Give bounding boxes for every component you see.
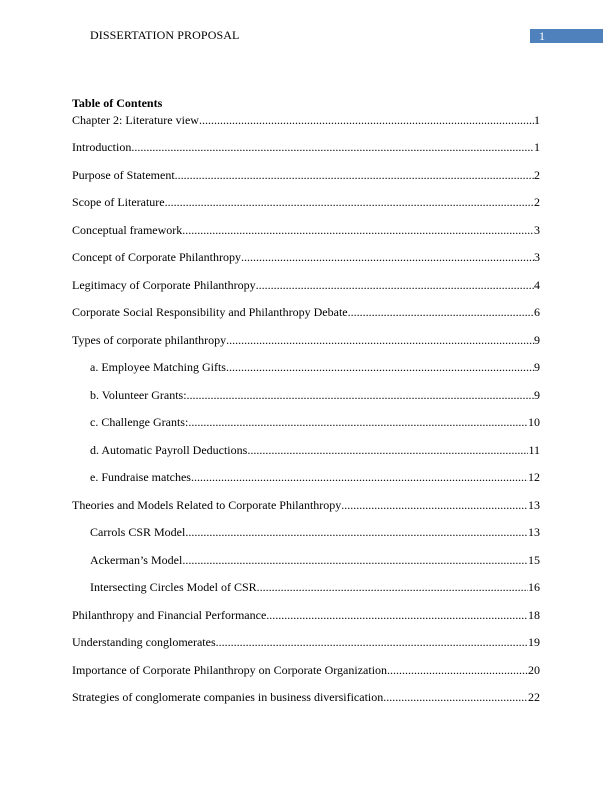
toc-entry[interactable]: [90, 387, 540, 403]
toc-entry-text: Importance of Corporate Philanthropy on Corporate Organization: [72, 663, 388, 677]
toc-dot-leader: [226, 359, 534, 375]
toc-entry-page: 9: [534, 360, 540, 374]
page-number-badge: 1: [530, 29, 603, 43]
toc-entry[interactable]: [72, 139, 540, 155]
toc-entry[interactable]: [72, 167, 540, 183]
toc-entry-page: 15: [528, 553, 540, 567]
toc-entry[interactable]: [90, 579, 540, 595]
toc-entry[interactable]: [72, 332, 540, 348]
toc-entry-text: Types of corporate philanthropy: [72, 333, 227, 347]
toc-entry-text: Scope of Literature: [72, 195, 165, 209]
toc-heading: Table of Contents: [72, 96, 163, 110]
toc-entry-text: c. Challenge Grants:: [90, 415, 189, 429]
toc-entry-text: Conceptual framework: [72, 223, 183, 237]
toc-entry-page: 2: [534, 195, 540, 209]
toc-entry[interactable]: [90, 552, 540, 568]
toc-entry[interactable]: [90, 442, 540, 458]
toc-entry-text: b. Volunteer Grants:: [90, 388, 187, 402]
toc-entry-text: Concept of Corporate Philanthropy: [72, 250, 241, 264]
toc-entry[interactable]: [90, 469, 540, 485]
toc-entry-page: 9: [534, 388, 540, 402]
toc-entry[interactable]: [72, 277, 540, 293]
toc-dot-leader: [199, 112, 534, 128]
toc-entry-text: Philanthropy and Financial Performance: [72, 608, 267, 622]
toc-entry-text: d. Automatic Payroll Deductions: [90, 443, 248, 457]
toc-dot-leader: [187, 387, 534, 403]
toc-dot-leader: [257, 579, 528, 595]
toc-entry[interactable]: [72, 222, 540, 238]
toc-entry-text: Legitimacy of Corporate Philanthropy: [72, 278, 256, 292]
toc-dot-leader: [387, 662, 528, 678]
toc-entry-page: 11: [528, 443, 540, 457]
toc-entry-page: 2: [534, 168, 540, 182]
toc-entry[interactable]: [90, 359, 540, 375]
toc-entry-text: Corporate Social Responsibility and Philanthropy Debate: [72, 305, 348, 319]
toc-dot-leader: [266, 607, 528, 623]
toc-entry-page: 13: [528, 525, 540, 539]
toc-entry-page: 16: [528, 580, 540, 594]
toc-entry-page: 18: [528, 608, 540, 622]
toc-entry[interactable]: [72, 194, 540, 210]
toc-entry-page: 9: [534, 333, 540, 347]
toc-entry-page: 3: [534, 250, 540, 264]
toc-entry[interactable]: [90, 414, 540, 430]
toc-entry[interactable]: [72, 497, 540, 513]
toc-entry-text: Strategies of conglomerate companies in business diversification: [72, 690, 384, 704]
toc-entry-text: Introduction: [72, 140, 132, 154]
toc-entry[interactable]: [72, 607, 540, 623]
toc-entry-page: 12: [528, 470, 540, 484]
toc-dot-leader: [383, 689, 528, 705]
toc-dot-leader: [165, 194, 534, 210]
toc-entry-text: e. Fundraise matches: [90, 470, 191, 484]
toc-dot-leader: [185, 524, 528, 540]
toc-entry-text: Theories and Models Related to Corporate Philanthropy: [72, 498, 342, 512]
toc-entry[interactable]: [90, 524, 540, 540]
toc-entry[interactable]: [72, 112, 540, 128]
toc-entry[interactable]: [72, 249, 540, 265]
toc-entry[interactable]: [72, 689, 540, 705]
toc-entry-page: 13: [528, 498, 540, 512]
toc-entry-page: 1: [534, 113, 540, 127]
toc-dot-leader: [191, 469, 528, 485]
toc-dot-leader: [188, 414, 528, 430]
toc-entry-page: 1: [534, 140, 540, 154]
toc-entry-page: 20: [528, 663, 540, 677]
toc-dot-leader: [348, 304, 534, 320]
toc-entry-text: Understanding conglomerates: [72, 635, 216, 649]
toc-entry-page: 22: [528, 690, 540, 704]
toc-entry-page: 3: [534, 223, 540, 237]
toc-entry-page: 19: [528, 635, 540, 649]
toc-dot-leader: [241, 249, 534, 265]
toc-dot-leader: [131, 139, 534, 155]
toc-entry[interactable]: [72, 634, 540, 650]
toc-dot-leader: [247, 442, 528, 458]
header-title: DISSERTATION PROPOSAL: [90, 28, 240, 42]
toc-dot-leader: [341, 497, 528, 513]
toc-entry-text: Ackerman’s Model: [90, 553, 183, 567]
toc-dot-leader: [175, 167, 534, 183]
toc-entry-text: Chapter 2: Literature view: [72, 113, 199, 127]
toc-dot-leader: [182, 222, 534, 238]
toc-entry-page: 6: [534, 305, 540, 319]
toc-entry-page: 4: [534, 278, 540, 292]
toc-entry-text: Purpose of Statement: [72, 168, 175, 182]
toc-entry-text: Carrols CSR Model: [90, 525, 186, 539]
toc-entry-page: 10: [528, 415, 540, 429]
toc-dot-leader: [216, 634, 528, 650]
toc-entry-text: Intersecting Circles Model of CSR: [90, 580, 257, 594]
toc-dot-leader: [256, 277, 534, 293]
toc-entry-text: a. Employee Matching Gifts: [90, 360, 226, 374]
toc-entry[interactable]: [72, 304, 540, 320]
toc-entry[interactable]: [72, 662, 540, 678]
toc-dot-leader: [182, 552, 528, 568]
toc-dot-leader: [226, 332, 534, 348]
